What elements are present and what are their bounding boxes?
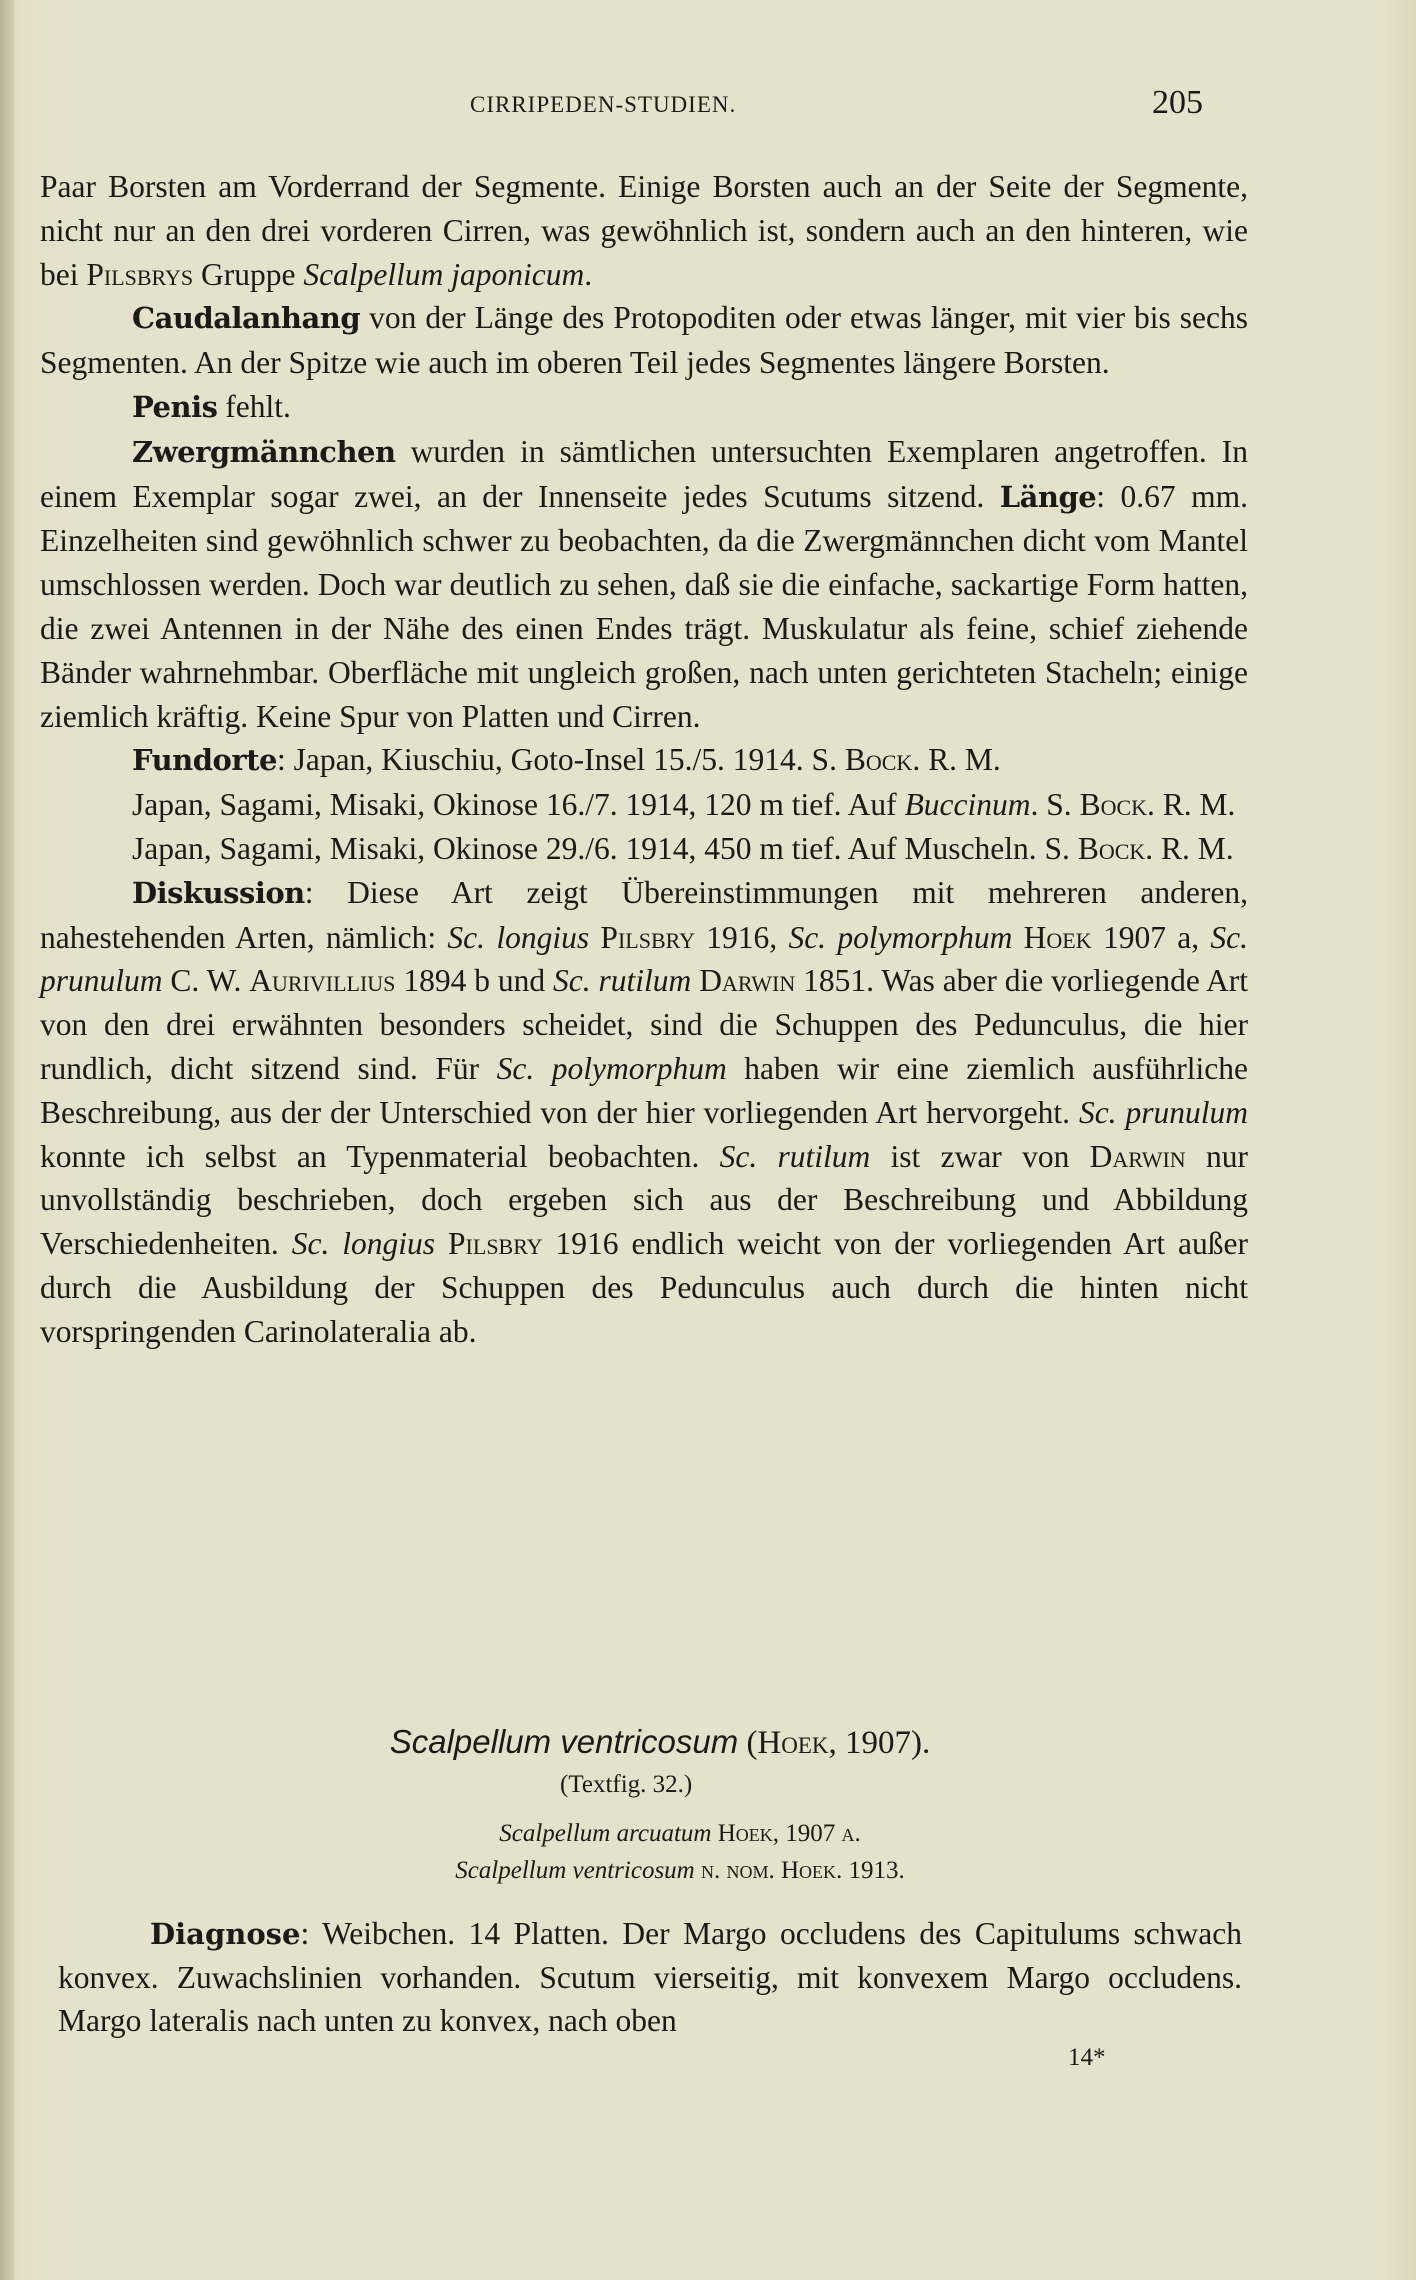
text-run: : Japan, Kiuschiu, Goto-Insel 15./5. 1914. S. — [277, 742, 845, 778]
author-name: Pilsbry — [600, 919, 695, 955]
italic-taxon: Sc. prunulum — [40, 919, 1249, 999]
text-run: Japan, Sagami, Misaki, Okinose 16./7. 1914, 120 m tief. Auf — [132, 787, 905, 823]
paragraph-p1 — [40, 165, 1248, 296]
species-heading — [320, 1723, 1000, 1762]
synonym-reference: Hoek, 1907 a. — [711, 1820, 861, 1847]
paragraph-p4 — [40, 430, 1248, 739]
text-run: : 0.67 mm. Einzelheiten sind gewöhnlich schwer zu beobachten, da die Zwergmännchen dicht vom Mantel umschlossen werden. Doch war deutlich zu sehen, daß sie die einfache, sackartige Form hatten, die zwei Antennen in der Nähe des einen Endes trägt. Muskulatur als feine, schief ziehende Bänder wahrnehmbar. Oberfläche mit ungleich großen, nach unten gerichteten Stacheln; einige ziemlich kräftig. Keine Spur von Platten und Cirren. — [40, 478, 1248, 734]
signature-mark: 14* — [1068, 2044, 1106, 2071]
author-name: Bock — [1079, 787, 1148, 823]
synonym-line — [300, 1857, 1060, 1885]
running-title: CIRRIPEDEN-STUDIEN. — [470, 92, 737, 117]
paragraph-p3 — [40, 385, 1248, 430]
body-text — [40, 165, 1248, 1354]
run-in-heading: Länge — [999, 479, 1097, 514]
text-run: 1851. Was aber die vorliegende Art von den drei erwähnten besonders scheidet, sind die Schuppen des Pedunculus, die hier rundlich, dicht sitzend sind. Für — [40, 963, 1249, 1086]
text-run: Japan, Sagami, Misaki, Okinose 29./6. 1914, 450 m tief. Auf Muscheln. S. — [132, 830, 1078, 866]
diagnosis-paragraph — [58, 1912, 1242, 2042]
synonym-name: Scalpellum arcuatum — [499, 1820, 712, 1847]
text-run: . S. — [1030, 787, 1080, 823]
italic-taxon: Sc. rutilum — [719, 1138, 871, 1174]
diagnosis-lead: Diagnose — [150, 1917, 301, 1951]
author-name: Pilsbry — [448, 1226, 543, 1262]
italic-taxon: Sc. longius — [447, 919, 590, 955]
text-figure-reference: (Textfig. 32.) — [560, 1771, 693, 1798]
text-run: Paar Borsten am Vorderrand der Segmente. Einige Borsten auch an der Seite der Segmente, nicht nur an den drei vorderen Cirren, was gewöhnlich ist, sondern auch an den hinteren, wie bei — [40, 169, 1248, 292]
author-name: Darwin — [1089, 1138, 1186, 1174]
synonym-line — [300, 1820, 1060, 1848]
author-name: Bock — [1077, 830, 1146, 866]
italic-taxon: Sc. polymorphum — [496, 1050, 727, 1086]
text-run — [589, 920, 600, 955]
page-edge-shadow — [0, 0, 14, 2280]
italic-taxon: Sc. rutilum — [553, 963, 692, 999]
italic-taxon: Sc. prunulum — [1078, 1094, 1248, 1130]
text-run: . — [584, 256, 593, 292]
diagnosis-text: : Weibchen. 14 Platten. Der Margo occludens des Capitulums schwach konvex. Zuwachslinien vorhanden. Scutum vierseitig, mit konvexem Margo occludens. Margo lateralis nach unten zu konvex, nach oben — [58, 1916, 1242, 2038]
text-run: fehlt. — [217, 388, 291, 424]
text-run: C. W. — [162, 963, 250, 999]
text-run: 1916, — [694, 919, 789, 955]
text-run — [691, 963, 699, 998]
synonym-name: Scalpellum ventricosum — [455, 1857, 695, 1884]
text-run: Gruppe — [193, 256, 304, 292]
paragraph-p2 — [40, 296, 1248, 385]
text-run — [435, 1226, 448, 1261]
italic-taxon: Sc. longius — [291, 1226, 436, 1262]
text-run: . R. M. — [1145, 830, 1234, 866]
species-name: Scalpellum ventricosum — [389, 1723, 739, 1760]
text-run — [1012, 920, 1023, 955]
text-run: 1907 a, — [1091, 919, 1211, 955]
run-in-heading: Zwergmännchen — [132, 434, 396, 469]
author-name: Bock — [844, 742, 913, 778]
text-run: . R. M. — [912, 742, 1001, 778]
paragraph-p8 — [40, 871, 1248, 1354]
run-in-heading: Diskussion — [132, 875, 305, 910]
page-number: 205 — [1152, 84, 1203, 121]
author-name: Aurivillius — [249, 963, 396, 999]
author-name: Darwin — [699, 963, 796, 999]
run-in-heading: Fundorte — [132, 743, 277, 778]
italic-taxon: Scalpellum japonicum — [303, 256, 585, 292]
text-run: : Diese Art zeigt Übereinstimmungen mit mehreren anderen, nahestehenden Arten, nämlich: — [40, 874, 1248, 955]
run-in-heading: Penis — [132, 389, 218, 424]
paragraph-p5 — [40, 738, 1248, 783]
author-name: Pilsbrys — [86, 256, 194, 292]
text-run: 1894 b und — [395, 963, 554, 999]
paragraph-p6 — [40, 783, 1248, 827]
synonym-reference: n. nom. Hoek. 1913. — [694, 1857, 905, 1884]
author-name: Hoek — [1023, 919, 1092, 955]
run-in-heading: Caudalanhang — [132, 301, 361, 336]
italic-taxon: Buccinum — [904, 787, 1031, 823]
species-author: (Hoek, 1907). — [746, 1725, 931, 1761]
text-run: von der Länge des Protopoditen oder etwas länger, mit vier bis sechs Segmenten. An der Spitze wie auch im oberen Teil jedes Segmentes längere Borsten. — [40, 300, 1248, 381]
text-run: . R. M. — [1147, 787, 1236, 823]
paragraph-p7 — [40, 827, 1248, 871]
text-run: konnte ich selbst an Typenmaterial beobachten. — [40, 1138, 720, 1174]
text-run: haben wir eine ziemlich ausführliche Beschreibung, aus der der Unterschied von der hier vorliegenden Art hervorgeht. — [40, 1050, 1248, 1130]
text-run: nur unvollständig beschrieben, doch ergeben sich aus der Beschreibung und Abbildung Verschiedenheiten. — [40, 1138, 1248, 1262]
text-run: 1916 endlich weicht von der vorliegenden Art außer durch die Ausbildung der Schuppen des Pedunculus auch durch die hinten nicht vorspringenden Carinolateralia ab. — [40, 1226, 1249, 1349]
text-run: wurden in sämtlichen untersuchten Exemplaren angetroffen. In einem Exemplar sogar zwei, an der Innenseite jedes Scutums sitzend. — [40, 433, 1248, 514]
text-run: ist zwar von — [870, 1138, 1090, 1174]
italic-taxon: Sc. polymorphum — [788, 919, 1013, 955]
